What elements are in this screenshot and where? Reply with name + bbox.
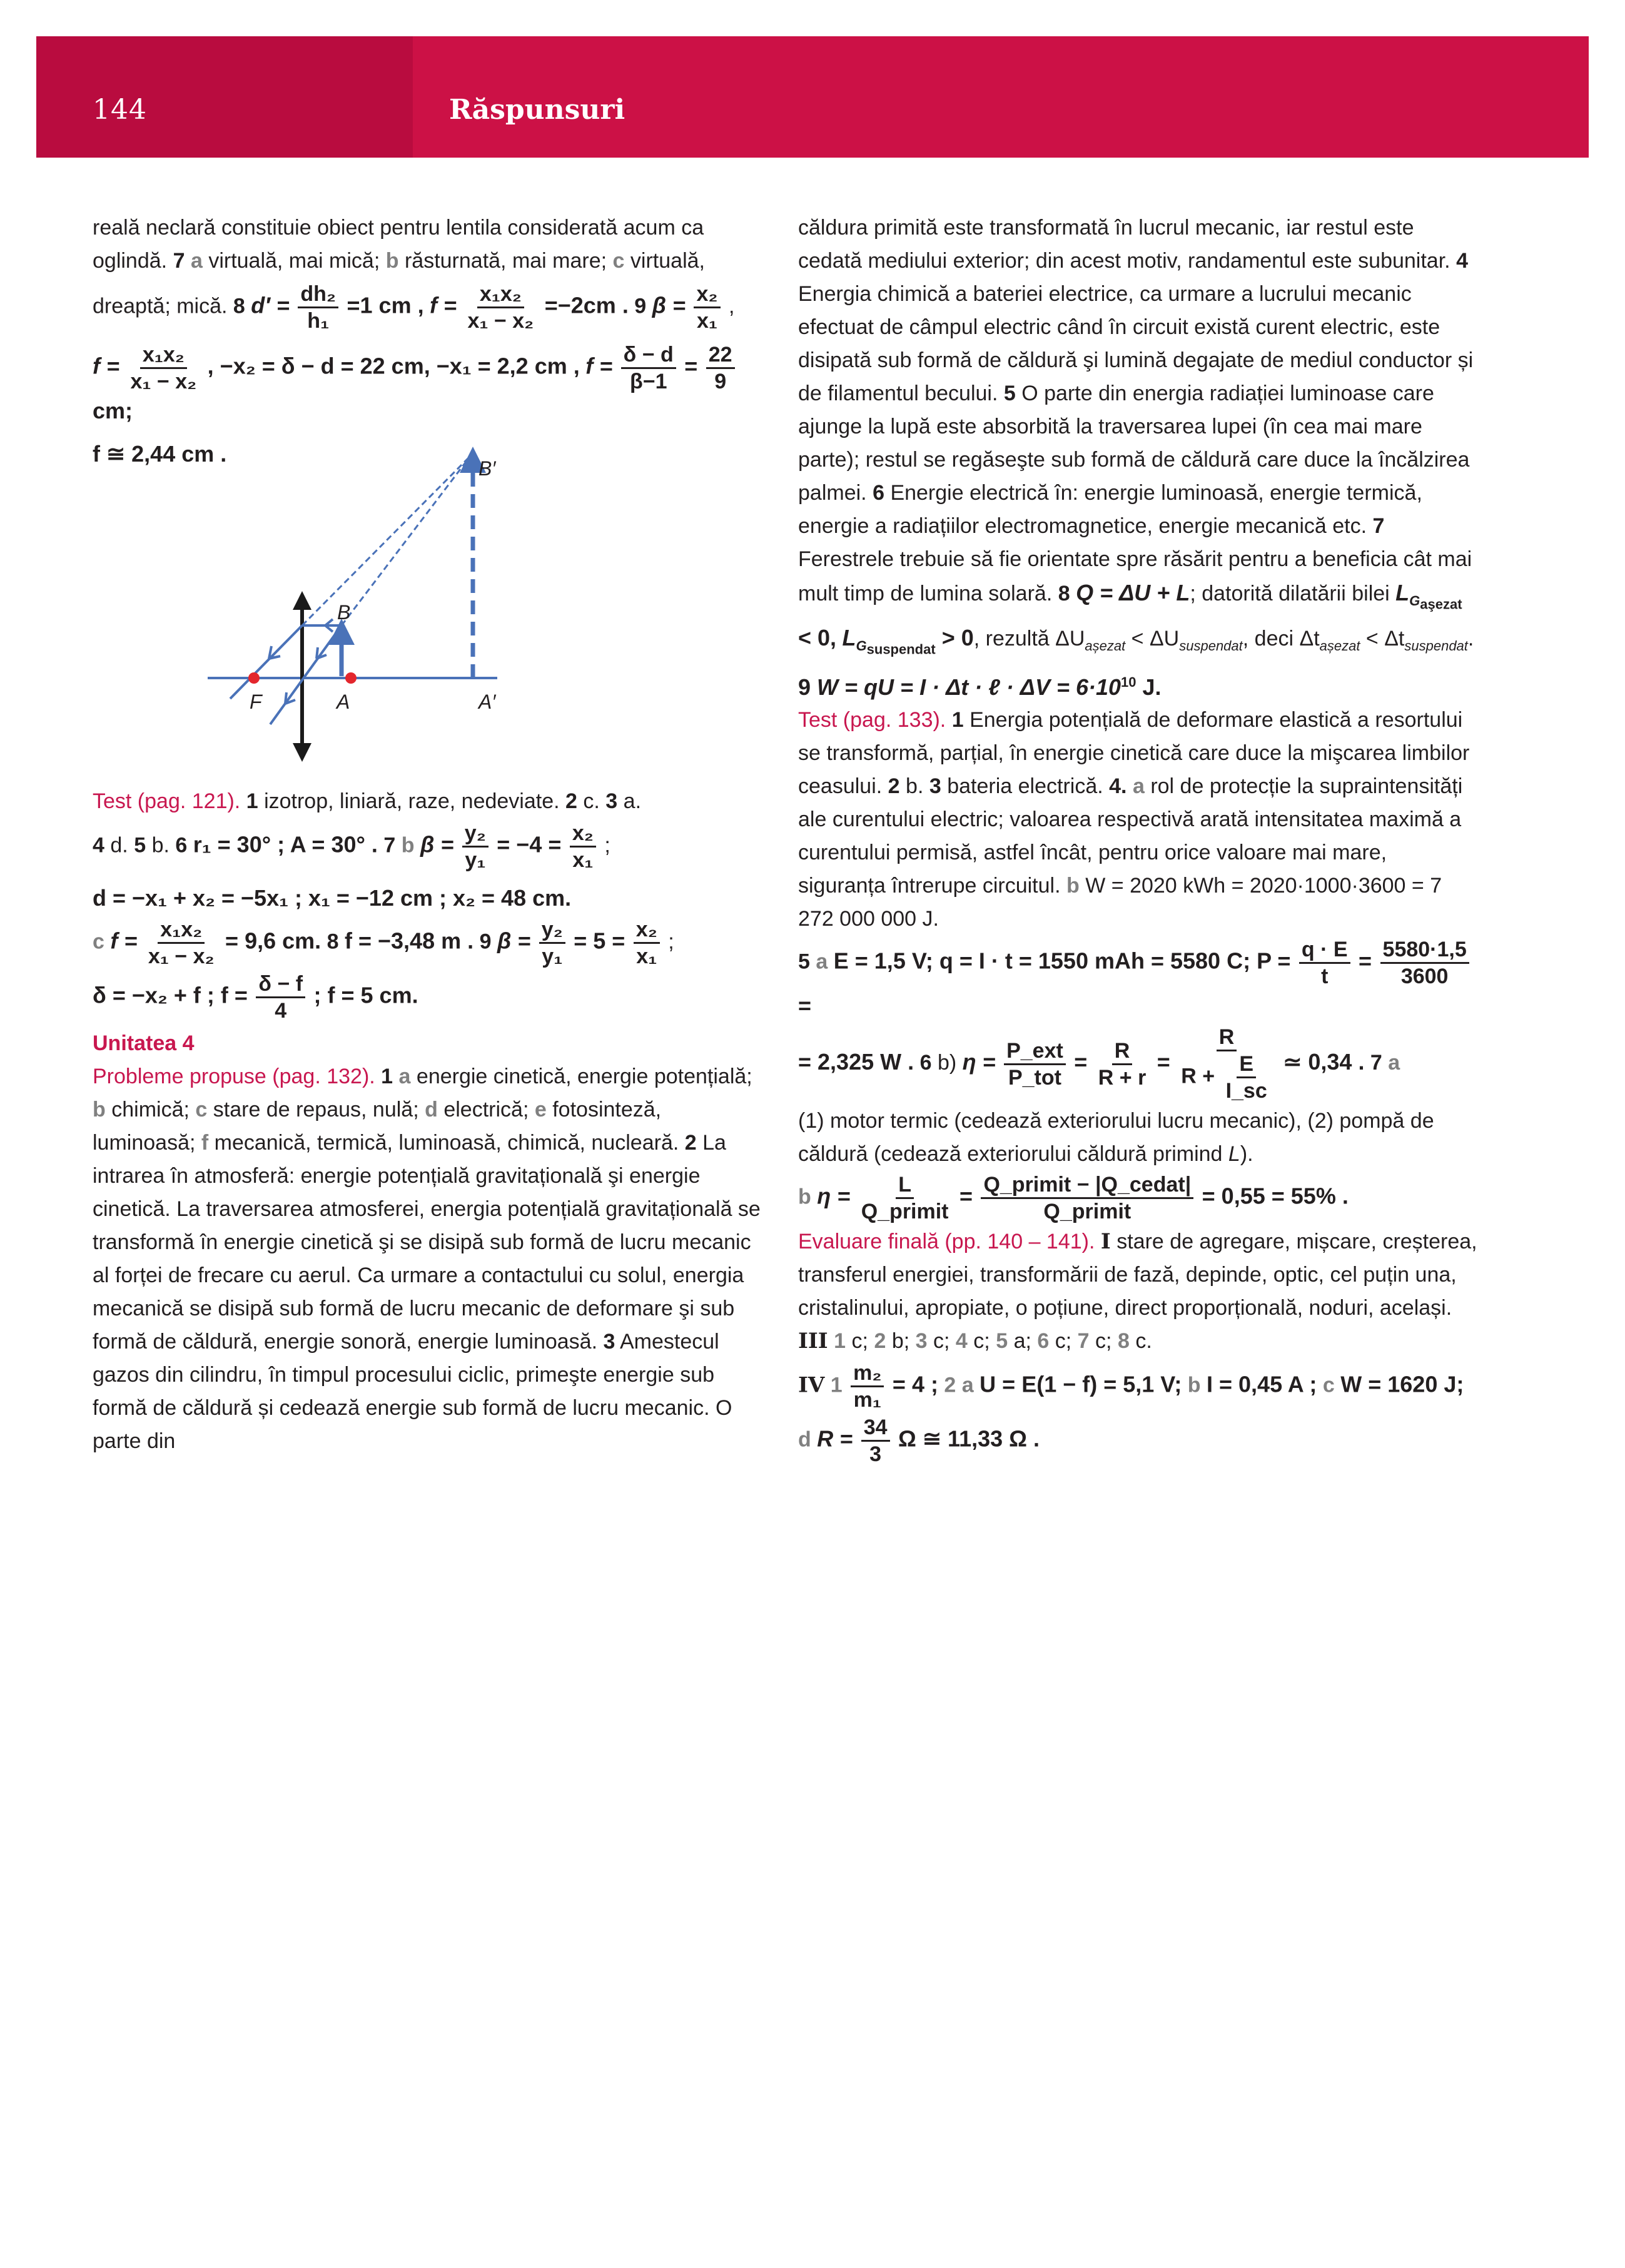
equation-eval-IV-d: d R = $\frac{34}{3}$ Ω ≅ 11,33 Ω . <box>798 1415 1040 1467</box>
test-121-line1: Test (pag. 121). 1 izotrop, liniară, raze, nedeviate. 2 c. 3 a. <box>93 789 642 813</box>
fraction: $\frac{\text{dh₂}}{\text{h₁}}$ <box>298 281 338 333</box>
page-header <box>36 36 1589 158</box>
equation-answer-8: dreaptă; mică. 8 d′ = $\frac{\text{dh₂}}{\text{h₁}}$ =1 cm , f = $\frac{\text{x₁x₂}}{\text{x₁ − x₂}}$ =−2cm . 9 β = $\frac{\text{x₂}}{\text{x₁}}$ , <box>93 282 735 333</box>
test-121-line4: c f = $\frac{\text{x₁x₂}}{\text{x₁ − x₂}}$ = 9,6 cm. 8 f = −3,48 m . 9 β = $\frac{\text{y₂}}{\text{y₁}}$ = 5 = $\frac{\text{x₂}}{\text{x₁}}$ ; <box>93 918 674 968</box>
label-b-prime: B′ <box>478 457 496 480</box>
equation-test-5: 5 a E = 1,5 V; q = I · t = 1550 mAh = 5580 C; P = $\frac{q \cdot E}{t}$ = $\frac{5580\cdot 1,5}{3600}$ = <box>798 937 1480 1023</box>
label-a: A <box>337 691 350 713</box>
left-column-lower <box>93 785 767 1458</box>
section-heading-test-133: Test (pag. 133). <box>798 708 946 732</box>
label-f: F <box>250 691 262 713</box>
section-heading-test-121: Test (pag. 121). <box>93 789 241 813</box>
page-number: 144 <box>93 94 147 126</box>
paragraph-test-133: Test (pag. 133). 1 Energia potențială de deformare elastică a resortului se transformă, parțial, în energie cinetică care duce la mişcarea limbilor ceasului. 2 b. 3 bateria electrică. 4. a rol de protecție la supraintensități ale curentului electric; valoarea respectivă arată intensitatea maximă a curentului permisă, astfel încât, pentru orice valoare mai mare, siguranța întrerupe circuitul. b W = 2020 kWh = 2020·1000·3600 = 7 272 000 000 J. <box>798 708 1470 931</box>
equation-answer-9-result: f ≅ 2,44 cm . <box>93 441 227 467</box>
equation-answer-9: 9 W = qU = I · Δt · ℓ · $\Delta V = 6\cdot 10^{10}$ J. <box>798 674 1162 701</box>
equation-answer-9: f = $\frac{\text{x₁x₂}}{\text{x₁ − x₂}}$ , −x₂ = δ − d = 22 cm, −x₁ = 2,2 cm , f = $\frac{\delta - d}{\beta-1}$ = $\frac{22}{9}$ cm; <box>93 342 767 428</box>
label-a-prime: A′ <box>478 691 496 713</box>
equation-test-7b: b η = $\frac{L}{\text{Q\_primit}}$ = $\frac{\text{Q\_primit − |Q\_cedat|}}{\text{Q\_primit}}$ = 0,55 = 55% . <box>798 1173 1349 1224</box>
section-heading-final-evaluation: Evaluare finală (pp. 140 – 141). <box>798 1230 1095 1254</box>
section-heading-problems-132: Probleme propuse (pag. 132). <box>93 1065 375 1088</box>
test-121-line5: δ = −x₂ + f ; f = $\frac{\delta - f}{4}$ ; f = 5 cm. <box>93 972 418 1023</box>
equation-eval-IV: IV 1 $\frac{\text{m₂}}{\text{m₁}}$ = 4 ; 2 a U = E(1 − f) = 5,1 V; b I = 0,45 A ; c W = 1620 J; <box>798 1361 1464 1412</box>
fraction: $\frac{\text{x₂}}{\text{x₁}}$ <box>694 281 720 333</box>
paragraph-test-7a: (1) motor termic (cedează exteriorului lucru mecanic), (2) pompă de căldură (cedează exteriorului căldură primind L). <box>798 1109 1434 1167</box>
lens-ray-diagram <box>194 441 682 772</box>
section-heading-unit-4: Unitatea 4 <box>93 1031 195 1055</box>
fraction: $\frac{\text{x₁x₂}}{\text{x₁ − x₂}}$ <box>467 282 534 333</box>
label-b: B <box>337 601 351 624</box>
paragraph-problems-132: Probleme propuse (pag. 132). 1 a energie cinetică, energie potențială; b chimică; c stare de repaus, nulă; d electrică; e fotosinteză, luminoasă; f mecanică, termică, luminoasă, chimică, nucleară. 2 La intrarea în atmosferă: energie potențială gravitațională şi energie cinetică. La traversarea atmosferei, energia potențială gravitațională se transformă în energie cinetică şi se disipă sub formă de lucru mecanic al forței de frecare cu aerul. Ca urmare a contactului cu solul, energia mecanică se disipă sub formă de lucru mecanic de deformare şi sub formă de căldură, energie sonoră, energie luminoasă. 3 Amestecul gazos din cilindru, în timpul procesului ciclic, primeşte energie sub formă de căldură și cedează energie sub formă de lucru mecanic. O parte din <box>93 1065 761 1453</box>
test-121-line2: 4 d. 5 b. 6 r₁ = 30° ; A = 30° . 7 b β = $\frac{\text{y₂}}{\text{y₁}}$ = −4 = $\frac{\text{x₂}}{\text{x₁}}$ ; <box>93 821 610 872</box>
left-column <box>93 211 767 470</box>
page-title: Răspunsuri <box>449 94 625 126</box>
paragraph-answer-6-cont: reală neclară constituie obiect pentru lentila considerată acum ca oglindă. 7 a virtuală, mai mică; b răsturnată, mai mare; c virtuală, <box>93 216 705 273</box>
test-121-line3: d = −x₁ + x₂ = −5x₁ ; x₁ = −12 cm ; x₂ = 48 cm. <box>93 885 572 911</box>
paragraph-unit4-answers: căldura primită este transformată în lucrul mecanic, iar restul este cedată mediului exterior; din acest motiv, randamentul este subunitar. 4 Energia chimică a bateriei electrice, ca urmare a lucrului mecanic efectuat de câmpul electric când în circuit există curent electric, este disipată sub formă de căldură şi lumină degajate de mediul conductor și de filamentul becului. 5 O parte din energia radiației luminoase care ajunge la lupă este absorbită la traversarea lupei (în cea mai mare parte); restul se regăseşte sub formă de căldură care duce la încălzirea palmei. 6 Energie electrică în: energie luminoasă, energie termică, energie a radiațiilor electromagnetice, energie mecanică etc. 7 Ferestrele trebuie să fie orientate spre răsărit pentru a beneficia cât mai mult timp de lumina solară. 8 Q = ΔU + L; datorită dilatării bilei $L_{G_{aşezat}} < 0$, $L_{G_{suspendat}} > 0$, rezultă $\Delta U_{așezat} < \Delta U_{suspendat}$, deci $\Delta t_{așezat} < \Delta t_{suspendat}$. <box>798 216 1474 657</box>
right-column <box>798 211 1480 1469</box>
paragraph-final-evaluation: Evaluare finală (pp. 140 – 141). I stare de agregare, mișcare, creșterea, transferul energiei, transformării de fază, depinde, optic, cel puțin una, cristalinului, apropiate, o poțiune, direct proporțională, noduri, același. III 1 c; 2 b; 3 c; 4 c; 5 a; 6 c; 7 c; 8 c. <box>798 1229 1477 1354</box>
equation-test-6: = 2,325 W . 6 b) η = $\frac{\text{P\_ext}}{\text{P\_tot}}$ = $\frac{R}{R + r}$ = R R + $\frac{E}{I\_sc}$ ≃ 0,34 . 7 a <box>798 1025 1400 1103</box>
